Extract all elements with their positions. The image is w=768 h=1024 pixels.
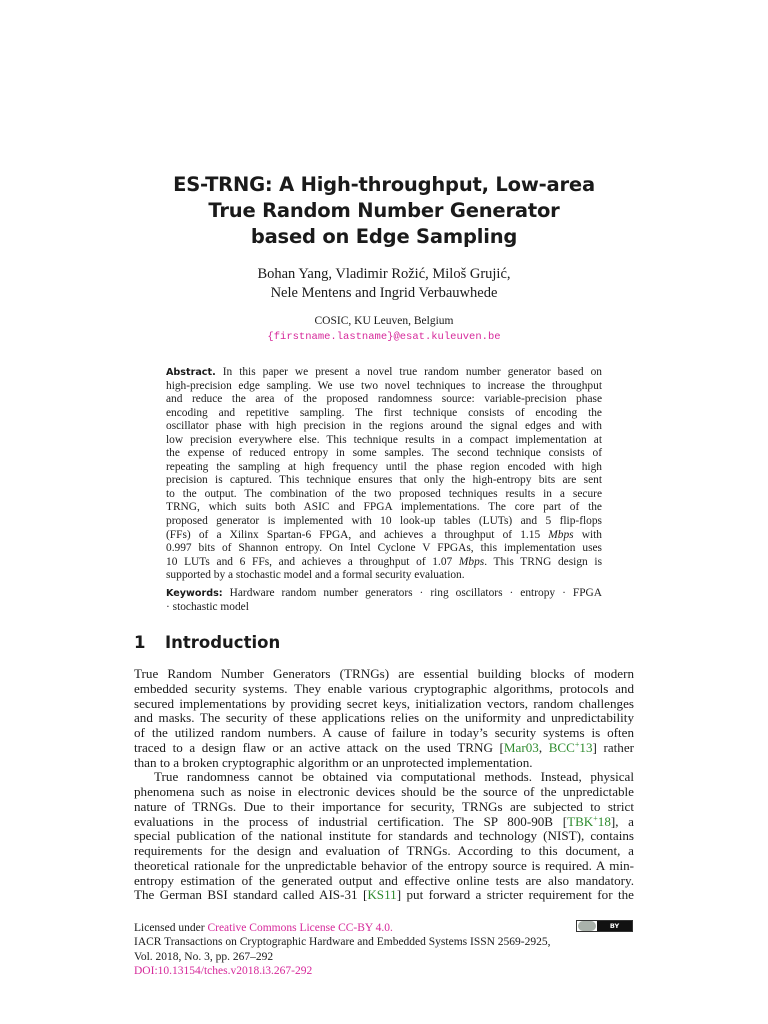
doi-link[interactable]: DOI:10.13154/tches.v2018.i3.267-292 [134,964,313,977]
abstract-line [166,556,602,570]
body-text-fragment: The German BSI standard called AIS-31 [ [134,887,368,903]
body-line: nature of TRNGs. Due to their importance for security, TRNGs are subjected to strict [134,798,634,814]
keywords-label: Keywords: [166,588,223,599]
citation-sup: + [574,739,580,749]
abstract-line: high-precision edge sampling. We use two novel techniques to increase the throughput [166,379,602,392]
body-line: than to a broken cryptographic algorithm or an unprotected implementation. [134,754,533,770]
abstract-line [166,529,602,543]
abstract-line: to the output. The combination of the two proposed techniques results in a secure [166,487,602,500]
author-list [0,265,768,303]
license-prefix: Licensed under [134,922,208,934]
abstract-line: and reduce the area of the proposed randomness source: variable-precision phase [166,393,602,406]
citation-link[interactable]: KS11 [367,887,397,903]
affiliation: COSIC, KU Leuven, Belgium [314,315,454,327]
footer [134,921,634,978]
citation-link[interactable] [549,740,593,755]
keywords-text: Hardware random number generators · ring oscillators · entropy · FPGA [229,587,602,599]
body-text-fragment: ], a [610,813,634,829]
body-line: theoretical rationale for the unpredictable behavior of the entropy source is required. A min- [134,857,634,873]
body-text-fragment: ] rather [592,739,634,755]
abstract [166,366,602,583]
body-line: requirements for the design and evaluation of TRNGs. According to this document, a [134,843,634,858]
keywords-line: · stochastic model [166,600,249,613]
abstract-line: TRNG, which suits both ASIC and FPGA implementations. The core part of the [166,501,602,514]
title-line: based on Edge Sampling [250,225,518,248]
body-line: True randomness cannot be obtained via computational methods. Instead, physical [154,769,634,785]
abstract-text: . This TRNG design is [484,555,603,568]
abstract-line: precision is captured. This technique ensures that only the high-entropy bits are sent [166,474,602,487]
abstract-line: repeating the sampling at high frequency until the phase region encoded with high [166,460,602,473]
abstract-line [166,366,602,380]
citation-text: BCC [548,739,575,755]
body-text [134,667,634,903]
citation-link[interactable] [567,814,611,829]
body-line: special publication of the national institute for standards and technology (NIST), contains [134,828,634,844]
author-line: Nele Mentens and Ingrid Verbauwhede [270,285,498,301]
body-line: of the utilized random numbers. A cause of failure in today’s security systems is often [134,725,634,740]
body-line [134,888,634,903]
abstract-line: supported by a stochastic model and a formal security evaluation. [166,569,465,582]
citation-text: 13 [579,739,593,755]
body-line: and masks. The security of these applications relies on the uniformity and unpredictability [134,710,634,726]
title-line: True Random Number Generator [208,199,560,222]
abstract-line: the expense of reduced entropy in some samples. The second technique consists of [166,447,602,460]
license-link[interactable]: Creative Commons License CC-BY 4.0. [207,922,393,934]
volume-line: Vol. 2018, No. 3, pp. 267–292 [134,950,274,963]
citation-text: TBK [567,813,594,829]
body-line: True Random Number Generators (TRNGs) are essential building blocks of modern [134,666,634,681]
citation-link[interactable]: Mar03 [503,739,539,755]
citation-sup: + [593,813,598,823]
abstract-text: 10 LUTs and 6 FFs, and achieves a throughput of 1.07 [166,555,459,568]
body-line: secured implementations by providing secret keys, initialization vectors, random challenges [134,695,634,711]
email-link[interactable]: {firstname.lastname}@esat.kuleuven.be [267,331,501,343]
paper-title [0,172,768,250]
journal-line: IACR Transactions on Cryptographic Hardware and Embedded Systems ISSN 2569-2925, [134,936,551,949]
affiliation-block [0,313,768,345]
body-text-fragment: traced to a design flaw or an active attack on the used TRNG [ [134,739,504,755]
author-line: Bohan Yang, Vladimir Rožić, Miloš Grujić, [257,266,511,282]
body-line: entropy estimation of the generated output and effective online tests are also mandatory. [134,872,634,888]
unit-mbps: Mbps [458,555,485,568]
body-line [134,741,634,756]
abstract-text: with [573,528,602,541]
title-line: ES-TRNG: A High-throughput, Low-area [173,173,595,196]
abstract-line: encoding and repetitive sampling. The first technique consists of encoding the [166,406,602,419]
body-text-fragment: , [538,739,549,755]
body-line: phenomena such as noise in electronic devices should be the source of the unpredictable [134,784,634,799]
citation-text: 18 [597,813,611,829]
abstract-text: In this paper we present a novel true random number generator based on [222,366,602,378]
cc-by-label: BY [597,921,632,931]
unit-mbps: Mbps [548,528,574,541]
abstract-line: low precision everywhere else. This technique results in a compact implementation at [166,433,602,446]
keywords [166,587,602,614]
section-heading [134,633,280,652]
abstract-label: Abstract. [166,367,216,378]
license-line [134,921,634,935]
section-number: 1 [134,633,146,652]
section-title: Introduction [165,633,281,652]
keywords-line [166,587,602,601]
abstract-line: 0.997 bits of Shannon entropy. On Intel Cyclone V FPGAs, this implementation uses [166,542,602,555]
abstract-text: (FFs) of a Xilinx Spartan-6 FPGA, and achieves a throughput of 1.15 [166,528,549,541]
body-line [134,815,634,830]
body-text-fragment: evaluations in the process of industrial certification. The SP 800-90B [ [134,813,568,829]
body-text-fragment: ] put forward a stricter requirement for the [396,887,634,903]
abstract-line: proposed generator is implemented with 10 look-up tables (LUTs) and 5 flip-flops [166,515,602,528]
abstract-line: oscillator phase with high precision in the regions around the signal edges and with [166,420,602,433]
body-line: embedded security systems. They enable various cryptographic algorithms, protocols and [134,680,634,696]
